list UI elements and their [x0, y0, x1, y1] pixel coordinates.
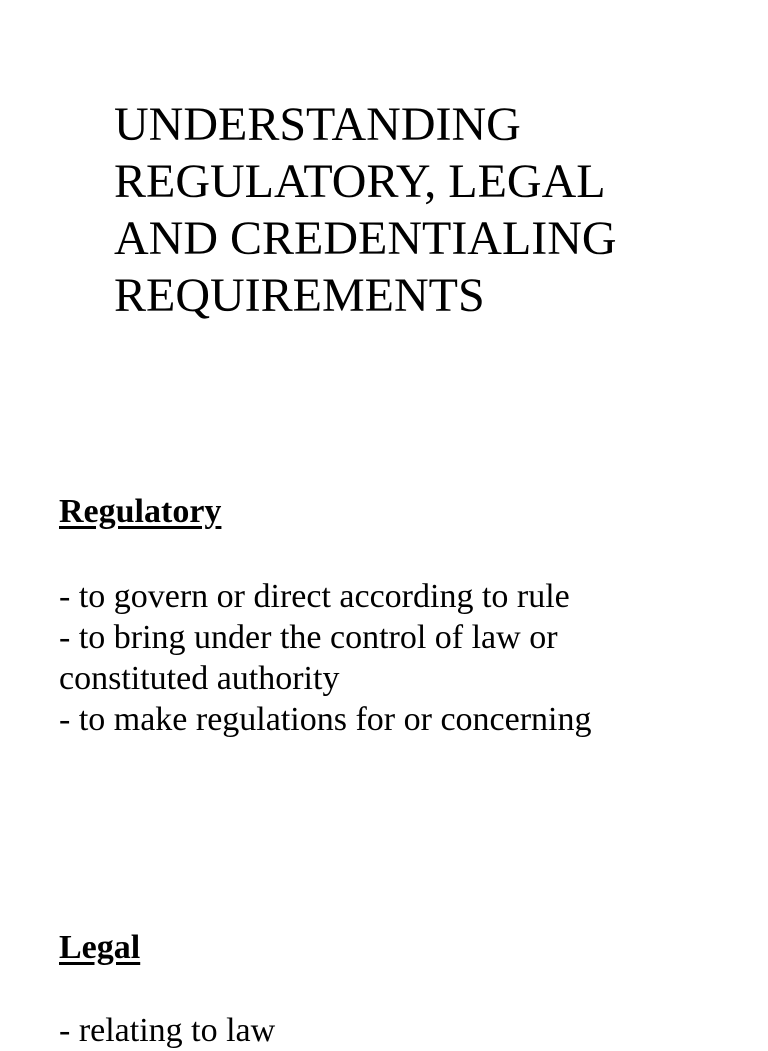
- legal-line-1: - relating to law: [59, 1012, 276, 1049]
- regulatory-line-3: constituted authority: [59, 660, 340, 697]
- title-line-1: UNDERSTANDING: [114, 98, 521, 151]
- regulatory-line-1: - to govern or direct according to rule: [59, 578, 570, 615]
- title-line-3: AND CREDENTIALING: [114, 212, 617, 265]
- section-heading-legal: Legal: [59, 929, 141, 966]
- regulatory-line-4: - to make regulations for or concerning: [59, 701, 592, 738]
- section-heading-regulatory: Regulatory: [59, 493, 222, 530]
- title-line-4: REQUIREMENTS: [114, 269, 485, 322]
- title-line-2: REGULATORY, LEGAL: [114, 155, 606, 208]
- legal-definition: [59, 1010, 749, 1051]
- regulatory-line-2: - to bring under the control of law or: [59, 619, 558, 656]
- regulatory-definition: [59, 576, 749, 740]
- document-title: [114, 96, 754, 324]
